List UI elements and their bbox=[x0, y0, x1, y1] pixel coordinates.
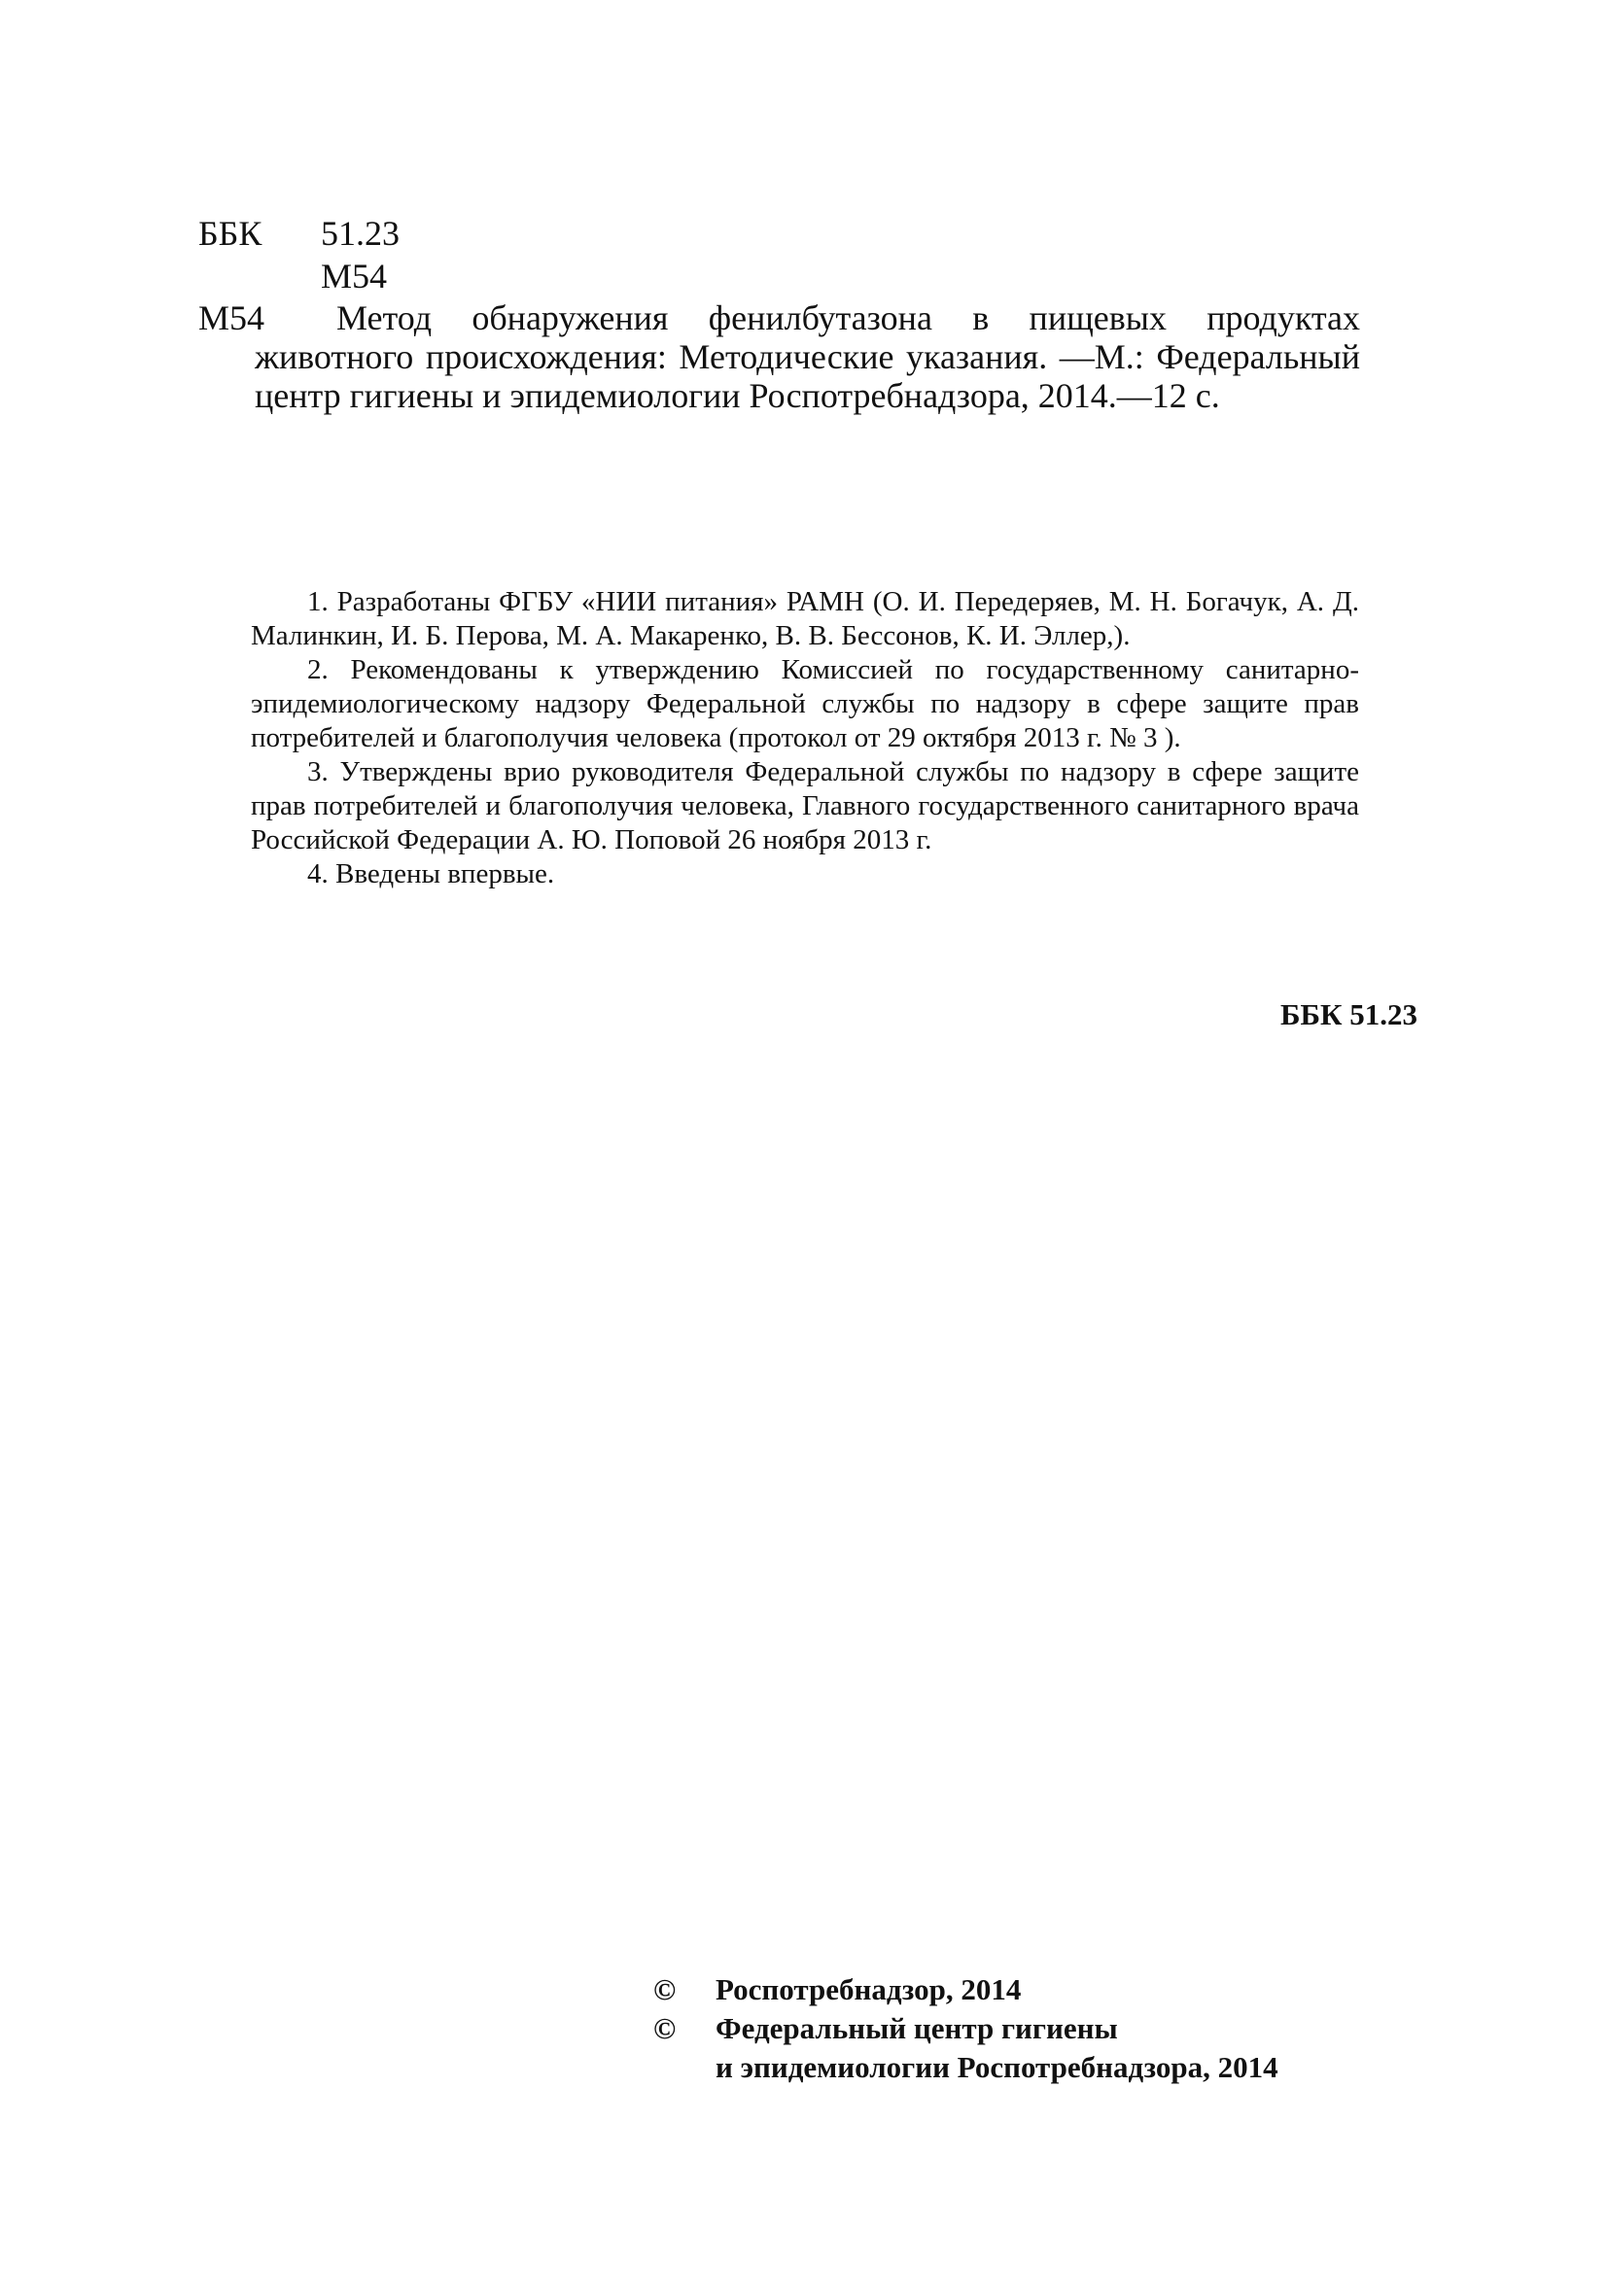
copyright-holder-2a: Федеральный центр гигиены bbox=[716, 2011, 1118, 2045]
bbk-code: 51.23 bbox=[321, 214, 400, 253]
note-item: 4. Введены впервые. bbox=[307, 858, 555, 889]
copyright-block bbox=[653, 1970, 1278, 2087]
biblio-author-mark: М54 bbox=[198, 298, 265, 337]
note-item: 1. Разработаны ФГБУ «НИИ питания» РАМН (О. И. Передеряев, М. Н. Богачук, А. Д. Малинкин, И. Б. Перова, М. А. Макаренко, В. В. Бессонов, К. И. Эллер,). bbox=[251, 586, 1359, 651]
copyright-holder-2b: и эпидемиологии Роспотребнадзора, 2014 bbox=[716, 2050, 1278, 2084]
copyright-line bbox=[653, 1970, 1278, 2009]
bibliographic-description bbox=[198, 298, 1360, 415]
bbk-footer-code: ББК 51.23 bbox=[1280, 997, 1417, 1031]
author-mark-code: М54 bbox=[321, 257, 388, 296]
biblio-text: Метод обнаружения фенилбутазона в пищевых продуктах животного происхождения: Методические указания. —М.: Федеральный центр гигиены и эпидемиологии Роспотребнадзора, 2014.—12 с. bbox=[255, 298, 1360, 415]
copyright-line bbox=[653, 2048, 1278, 2087]
publication-notes bbox=[251, 585, 1359, 891]
copyright-icon: © bbox=[653, 2011, 677, 2045]
bbk-label: ББК bbox=[198, 214, 262, 253]
copyright-icon: © bbox=[653, 1972, 677, 2006]
bbk-classification bbox=[198, 212, 400, 255]
copyright-holder-1: Роспотребнадзор, 2014 bbox=[716, 1972, 1022, 2006]
copyright-line bbox=[653, 2009, 1278, 2048]
author-mark-header bbox=[321, 255, 387, 297]
note-item: 2. Рекомендованы к утверждению Комиссией по государственному санитарно-эпидемиологическому надзору Федеральной службы по надзору в сфере защите прав потребителей и благополучия человека (протокол от 29 октября 2013 г. № 3 ). bbox=[251, 654, 1359, 753]
note-item: 3. Утверждены врио руководителя Федеральной службы по надзору в сфере защите прав потребителей и благополучия человека, Главного государственного санитарного врача Российской Федерации А. Ю. Поповой 26 ноября 2013 г. bbox=[251, 756, 1359, 855]
